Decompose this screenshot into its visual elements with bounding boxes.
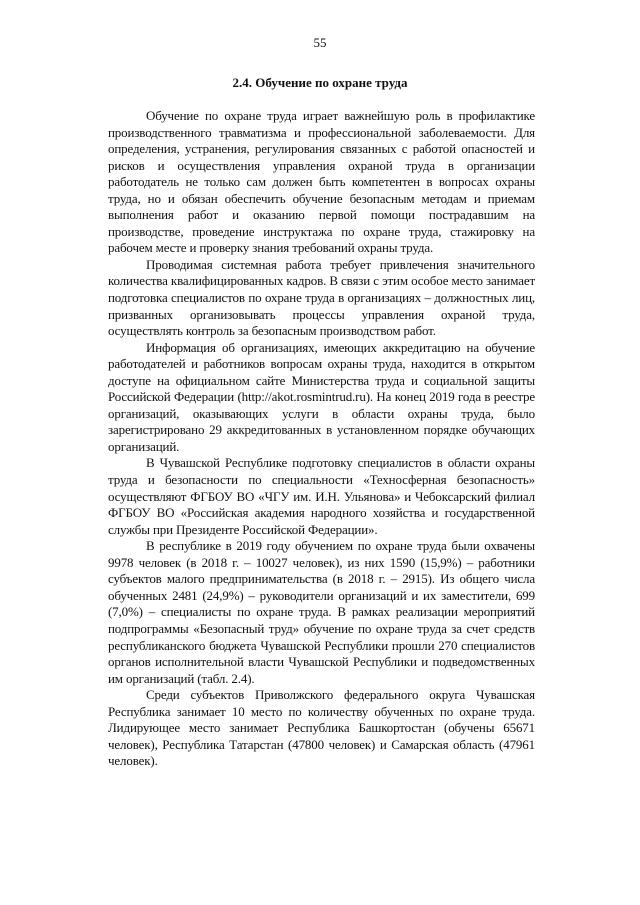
paragraph: Информация об организациях, имеющих аккредитацию на обучение работодателей и работников вопросам охраны труда, находится в открытом доступе на официальном сайте Министерства труда и социальной защиты Российской Федерации (http://akot.rosmintrud.ru). На конец 2019 года в реестре организаций, оказывающих услуги в области охраны труда, было зарегистрировано 29 аккредитованных в установленном порядке обучающих организаций. <box>108 339 535 454</box>
paragraph: В Чувашской Республике подготовку специалистов в области охраны труда и безопасности по специальности «Техносферная безопасность» осуществляют ФГБОУ ВО «ЧГУ им. И.Н. Ульянова» и Чебоксарский филиал ФГБОУ ВО «Российская академия народного хозяйства и государственной службы при Президенте Российской Федерации». <box>108 455 535 537</box>
page-number: 55 <box>313 35 327 50</box>
paragraph: Среди субъектов Приволжского федерального округа Чувашская Республика занимает 10 место по количеству обученных по охране труда. Лидирующее место занимает Республика Башкортостан (обучены 65671 человек), Республика Татарстан (47800 человек) и Самарская область (47961 человек). <box>108 687 535 769</box>
paragraph: Проводимая системная работа требует привлечения значительного количества квалифицированных кадров. В связи с этим особое место занимает подготовка специалистов по охране труда в организациях – должностных лиц, призванных организовывать процессы управления охраной труда, осуществлять контроль за безопасным производством работ. <box>108 256 535 339</box>
paragraph: Обучение по охране труда играет важнейшую роль в профилактике производственного травматизма и профессиональной заболеваемости. Для определения, устранения, регулирования связанных с работой опасностей и рисков и осуществления управления охраной труда в организации работодатель не только сам должен быть компетентен в вопросах охраны труда, но и обязан обеспечить обучение безопасным методам и приемам выполнения работ и оказанию первой помощи пострадавшим на производстве, проведение инструктажа по охране труда, стажировку на рабочем месте и проверку знания требований охраны труда. <box>108 108 535 256</box>
section-title: 2.4. Обучение по охране труда <box>232 75 408 90</box>
paragraph: В республике в 2019 году обучением по охране труда были охвачены 9978 человек (в 2018 г. – 10027 человек), из них 1590 (15,9%) – работники субъектов малого предпринимательства (в 2018 г. – 2915). Из общего числа обученных 2481 (24,9%) – руководители организаций и их заместители, 699 (7,0%) – специалисты по охране труда. В рамках реализации мероприятий подпрограммы «Безопасный труд» обучение по охране труда за счет средств республиканского бюджета Чувашской Республики прошли 270 специалистов органов исполнительной власти Чувашской Республики и подведомственных им организаций (табл. 2.4). <box>108 538 535 686</box>
document-body <box>108 108 535 770</box>
